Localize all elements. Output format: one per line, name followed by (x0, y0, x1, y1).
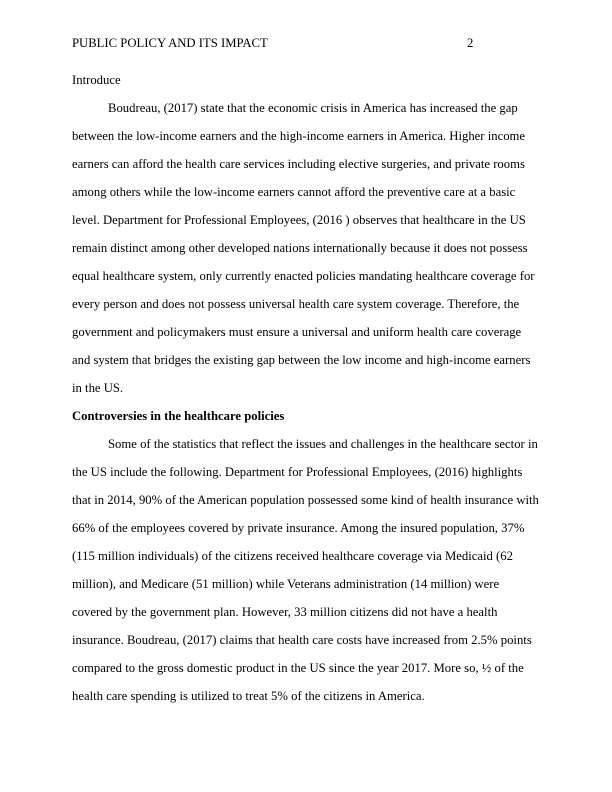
document-body (72, 66, 542, 710)
paragraph-controversies: Some of the statistics that reflect the issues and challenges in the healthcare sector in the US include the following. Department for Professional Employees, (2016) highlights that in 2014, 90% of the American population possessed some kind of health insurance with 66% of the employees covered by private insurance. Among the insured population, 37% (115 million individuals) of the citizens received healthcare coverage via Medicaid (62 million), and Medicare (51 million) while Veterans administration (14 million) were covered by the government plan. However, 33 million citizens did not have a health insurance. Boudreau, (2017) claims that health care costs have increased from 2.5% points compared to the gross domestic product in the US since the year 2017. More so, ½ of the health care spending is utilized to treat 5% of the citizens in America. (72, 437, 539, 703)
running-head: PUBLIC POLICY AND ITS IMPACT (72, 36, 268, 50)
section-heading-introduce: Introduce (72, 73, 121, 87)
paragraph-introduction: Boudreau, (2017) state that the economic crisis in America has increased the gap between the low-income earners and the high-income earners in America. Higher income earners can afford the health care services including elective surgeries, and private rooms among others while the low-income earners cannot afford the preventive care at a basic level. Department for Professional Employees, (2016 ) observes that healthcare in the US remain distinct among other developed nations internationally because it does not possess equal healthcare system, only currently enacted policies mandating healthcare coverage for every person and does not possess universal health care system coverage. Therefore, the government and policymakers must ensure a universal and uniform health care coverage and system that bridges the existing gap between the low income and high-income earners in the US. (72, 101, 535, 395)
page-number: 2 (467, 36, 474, 50)
section-heading-controversies: Controversies in the healthcare policies (72, 409, 285, 423)
